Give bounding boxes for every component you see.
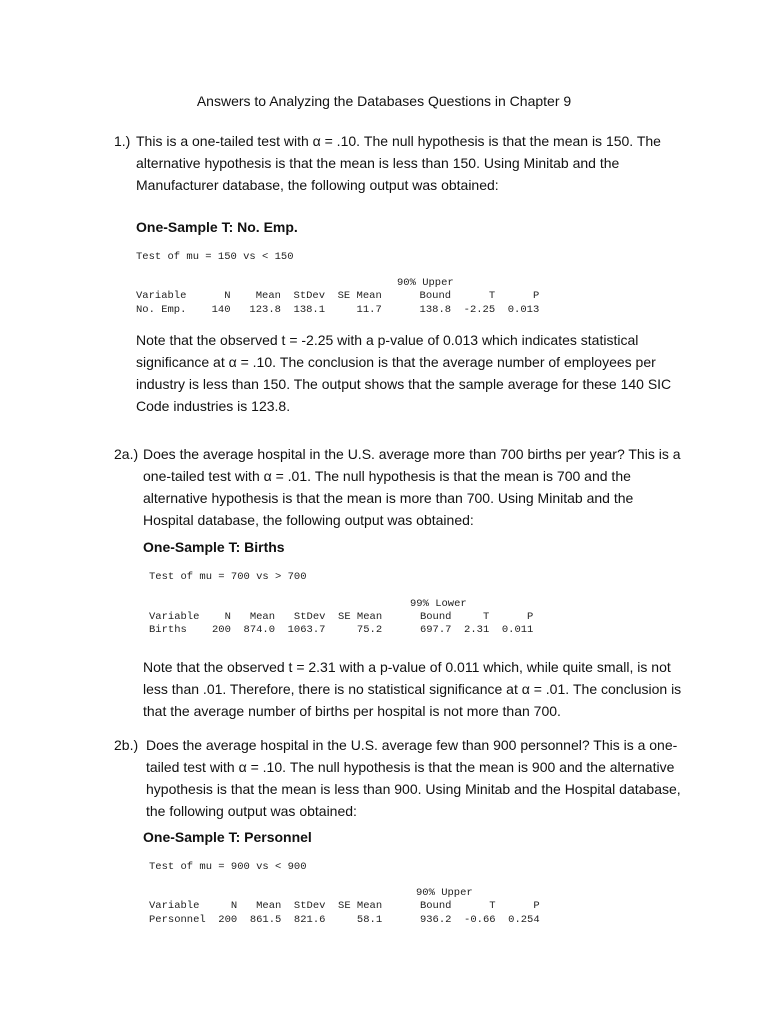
q2b-intro-line-3: hypothesis is that the mean is less than 900. Using Minitab and the Hospital database, (146, 781, 681, 797)
q2b-table-header: Variable N Mean StDev SE Mean Bound T P (149, 900, 540, 912)
question-2a-number: 2a.) (114, 446, 139, 462)
q2b-intro-line-1: Does the average hospital in the U.S. average few than 900 personnel? This is a one- (146, 737, 678, 753)
q1-output-heading: One-Sample T: No. Emp. (136, 219, 298, 235)
q2a-test-line: Test of mu = 700 vs > 700 (149, 571, 307, 583)
q2a-intro-line-2: one-tailed test with α = .01. The null hypothesis is that the mean is 700 and the (143, 468, 631, 484)
q2b-output-heading: One-Sample T: Personnel (143, 829, 312, 845)
q2a-bound-label: 99% Lower (410, 598, 467, 610)
q1-note-line-3: industry is less than 150. The output shows that the sample average for these 140 SIC (136, 376, 672, 392)
q2a-note-line-3: that the average number of births per hospital is not more than 700. (143, 703, 561, 719)
q1-table-header: Variable N Mean StDev SE Mean Bound T P (136, 290, 540, 302)
q1-intro-line-1: This is a one-tailed test with α = .10. The null hypothesis is that the mean is 150. The (136, 133, 661, 149)
q2a-intro-line-3: alternative hypothesis is that the mean is more than 700. Using Minitab and the (143, 490, 634, 506)
q2b-intro-line-4: the following output was obtained: (146, 803, 357, 819)
q2a-note (143, 656, 681, 722)
question-2a-intro (143, 443, 681, 531)
q1-test-line: Test of mu = 150 vs < 150 (136, 251, 294, 263)
q2b-intro-line-2: tailed test with α = .10. The null hypothesis is that the mean is 900 and the alternative (146, 759, 675, 775)
q1-note-line-4: Code industries is 123.8. (136, 398, 291, 414)
q2a-output-heading: One-Sample T: Births (143, 539, 285, 555)
question-1-intro (136, 130, 661, 196)
q2a-table-header: Variable N Mean StDev SE Mean Bound T P (149, 611, 534, 623)
q2a-note-line-1: Note that the observed t = 2.31 with a p-value of 0.011 which, while quite small, is not (143, 659, 671, 675)
question-1-number: 1.) (114, 133, 131, 149)
question-2b-intro (146, 734, 681, 822)
q2b-table-row: Personnel 200 861.5 821.6 58.1 936.2 -0.66 0.254 (149, 914, 540, 926)
q1-table-row: No. Emp. 140 123.8 138.1 11.7 138.8 -2.25 0.013 (136, 304, 540, 316)
q1-intro-line-2: alternative hypothesis is that the mean is less than 150. Using Minitab and the (136, 155, 620, 171)
q2b-bound-label: 90% Upper (416, 887, 473, 899)
q2a-note-line-2: less than .01. Therefore, there is no statistical significance at α = .01. The conclusion is (143, 681, 682, 697)
q1-note-line-1: Note that the observed t = -2.25 with a p-value of 0.013 which indicates statistical (136, 332, 639, 348)
q1-note (136, 329, 671, 417)
q2a-table-row: Births 200 874.0 1063.7 75.2 697.7 2.31 0.011 (149, 624, 534, 636)
q1-note-line-2: significance at α = .10. The conclusion is that the average number of employees per (136, 354, 656, 370)
q1-bound-label: 90% Upper (397, 277, 454, 289)
q2a-intro-line-4: Hospital database, the following output was obtained: (143, 512, 474, 528)
question-2b-number: 2b.) (114, 737, 139, 753)
page-title: Answers to Analyzing the Databases Questions in Chapter 9 (196, 93, 572, 109)
q2a-intro-line-1: Does the average hospital in the U.S. average more than 700 births per year? This is a (143, 446, 681, 462)
q2b-test-line: Test of mu = 900 vs < 900 (149, 861, 307, 873)
q1-intro-line-3: Manufacturer database, the following output was obtained: (136, 177, 499, 193)
